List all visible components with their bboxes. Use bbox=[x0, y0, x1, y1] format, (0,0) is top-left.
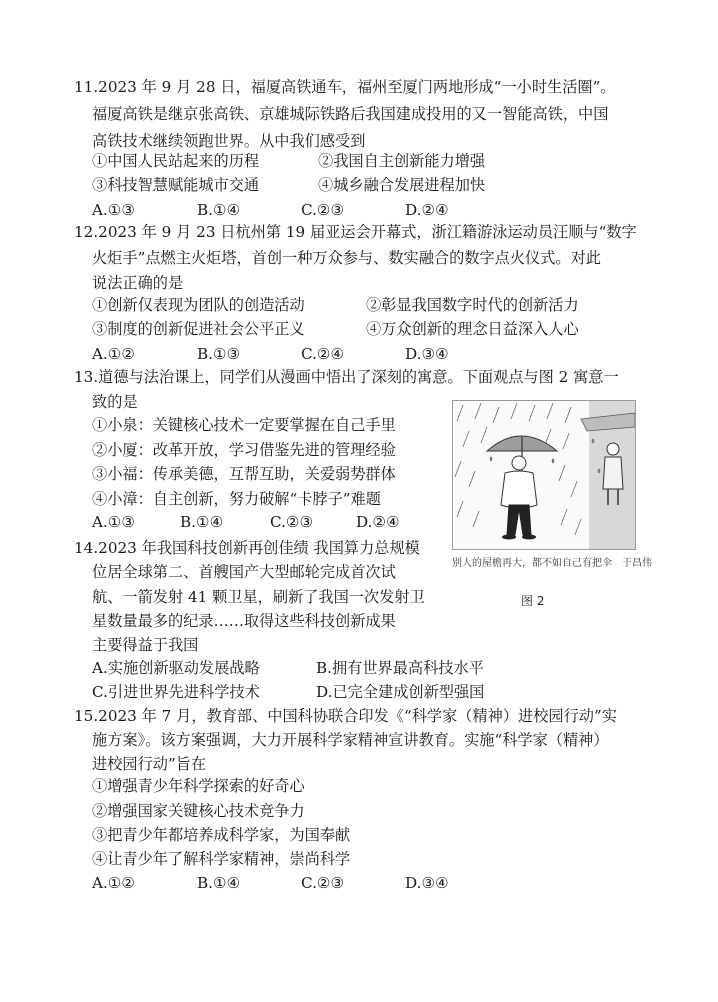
q12-item-1: ①创新仅表现为团队的创造活动 bbox=[92, 296, 305, 314]
q11-item-3: ③科技智慧赋能城市交通 bbox=[92, 176, 260, 194]
q13-item-3: ③小福：传承美德，互帮互助，关爱弱势群体 bbox=[92, 465, 396, 483]
q14-option-a: A.实施创新驱动发展战略 bbox=[92, 659, 260, 677]
cartoon-figure bbox=[452, 400, 636, 550]
figure-caption: 别人的屋檐再大，都不如自己有把伞 于昌伟 bbox=[452, 558, 652, 569]
q12-item-4: ④万众创新的理念日益深入人心 bbox=[366, 320, 579, 338]
q15-option-a: A.①② bbox=[92, 874, 136, 892]
q12-stem-line-2: 火炬手”点燃主火炬塔，首创一种万众参与、数实融合的数字点火仪式。对此 bbox=[92, 249, 601, 267]
q15-option-b: B.①④ bbox=[197, 874, 241, 892]
q12-stem-line-1: 12.2023 年 9 月 23 日杭州第 19 届亚运会开幕式，浙江籍游泳运动员汪顺与“数字 bbox=[74, 223, 637, 241]
q11-option-d: D.②④ bbox=[405, 201, 449, 219]
q14-option-c: C.引进世界先进科学技术 bbox=[92, 683, 260, 701]
q15-stem-line-1: 15.2023 年 7 月，教育部、中国科协联合印发《“科学家（精神）进校园行动”实 bbox=[74, 707, 617, 725]
q11-option-b: B.①④ bbox=[197, 201, 241, 219]
q12-stem-line-3: 说法正确的是 bbox=[92, 274, 184, 292]
q11-stem-line-1: 11.2023 年 9 月 28 日，福厦高铁通车，福州至厦门两地形成“一小时生活圈”。 bbox=[74, 78, 616, 96]
figure-label: 图 2 bbox=[521, 594, 545, 608]
q13-stem-line-2: 致的是 bbox=[92, 393, 138, 411]
q15-item-4: ④让青少年了解科学家精神，崇尚科学 bbox=[92, 850, 351, 868]
q15-option-d: D.③④ bbox=[405, 874, 449, 892]
q11-item-1: ①中国人民站起来的历程 bbox=[92, 152, 260, 170]
q11-item-2: ②我国自主创新能力增强 bbox=[318, 152, 486, 170]
q15-stem-line-2: 施方案》。该方案强调，大力开展科学家精神宣讲教育。实施“科学家（精神） bbox=[92, 731, 609, 749]
q14-stem-line-4: 星数量最多的纪录……取得这些科技创新成果 bbox=[92, 612, 396, 630]
q13-option-a: A.①③ bbox=[92, 513, 136, 531]
q13-item-4: ④小漳：自主创新，努力破解“卡脖子”难题 bbox=[92, 490, 381, 508]
q12-option-c: C.②④ bbox=[301, 345, 345, 363]
q11-option-a: A.①③ bbox=[92, 201, 136, 219]
q12-option-d: D.③④ bbox=[405, 345, 449, 363]
cartoon-illustration bbox=[453, 401, 635, 549]
q13-option-c: C.②③ bbox=[270, 513, 314, 531]
q14-stem-line-2: 位居全球第二、首艘国产大型邮轮完成首次试 bbox=[92, 563, 396, 581]
q11-item-4: ④城乡融合发展进程加快 bbox=[318, 176, 486, 194]
q14-stem-line-5: 主要得益于我国 bbox=[92, 636, 199, 654]
q12-item-2: ②彰显我国数字时代的创新活力 bbox=[366, 296, 579, 314]
q13-item-1: ①小泉：关键核心技术一定要掌握在自己手里 bbox=[92, 416, 396, 434]
q15-item-1: ①增强青少年科学探索的好奇心 bbox=[92, 777, 305, 795]
q11-stem-line-3: 高铁技术继续领跑世界。从中我们感受到 bbox=[92, 132, 366, 150]
q13-option-d: D.②④ bbox=[356, 513, 400, 531]
q15-item-3: ③把青少年都培养成科学家，为国奉献 bbox=[92, 826, 351, 844]
q15-item-2: ②增强国家关键核心技术竞争力 bbox=[92, 802, 305, 820]
q11-stem-line-2: 福厦高铁是继京张高铁、京雄城际铁路后我国建成投用的又一智能高铁，中国 bbox=[92, 105, 609, 123]
q14-stem-line-1: 14.2023 年我国科技创新再创佳绩 我国算力总规模 bbox=[74, 539, 420, 557]
q11-option-c: C.②③ bbox=[301, 201, 345, 219]
q12-option-a: A.①② bbox=[92, 345, 136, 363]
q15-stem-line-3: 进校园行动”旨在 bbox=[92, 755, 207, 773]
q14-option-d: D.已完全建成创新型强国 bbox=[316, 683, 485, 701]
q13-item-2: ②小厦：改革开放，学习借鉴先进的管理经验 bbox=[92, 441, 396, 459]
q12-option-b: B.①③ bbox=[197, 345, 241, 363]
q13-stem-line-1: 13.道德与法治课上，同学们从漫画中悟出了深刻的寓意。下面观点与图 2 寓意一 bbox=[74, 368, 619, 386]
q13-option-b: B.①④ bbox=[180, 513, 224, 531]
q15-option-c: C.②③ bbox=[301, 874, 345, 892]
q12-item-3: ③制度的创新促进社会公平正义 bbox=[92, 320, 305, 338]
q14-option-b: B.拥有世界最高科技水平 bbox=[316, 659, 484, 677]
q14-stem-line-3: 航、一箭发射 41 颗卫星，刷新了我国一次发射卫 bbox=[92, 588, 425, 606]
